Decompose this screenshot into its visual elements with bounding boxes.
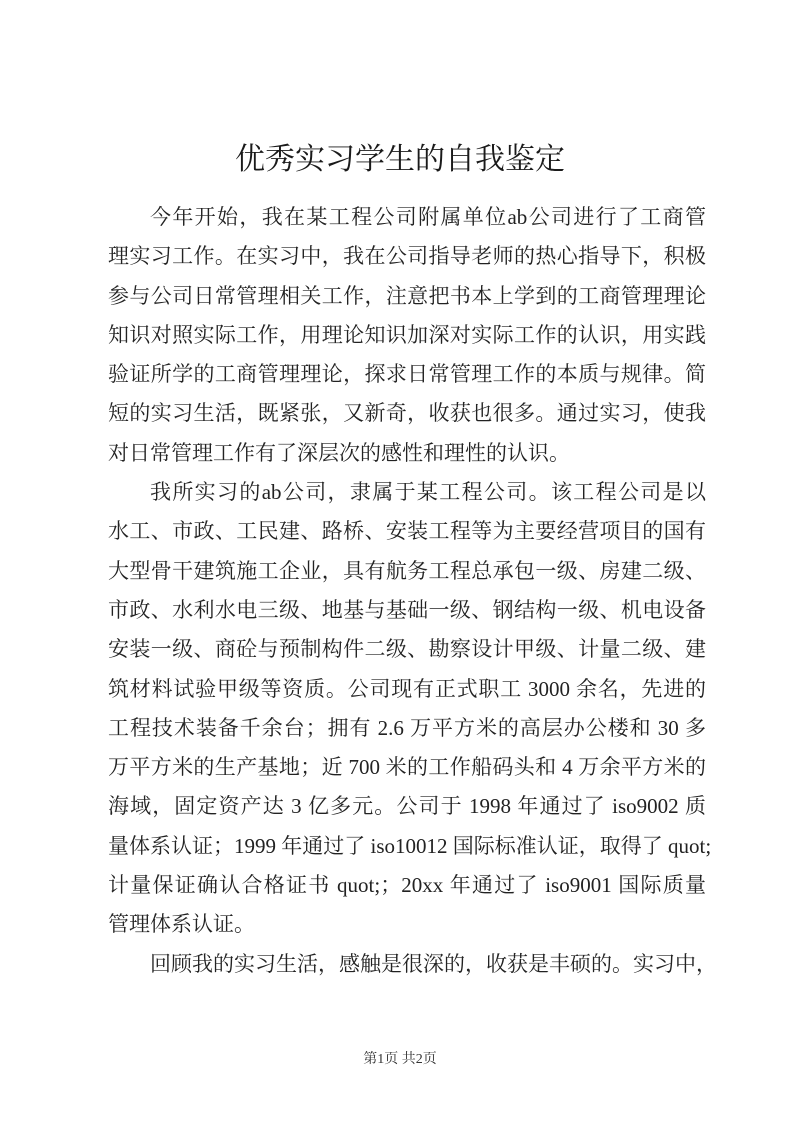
text-line: 量体系认证；1999 年通过了 iso10012 国际标准认证，取得了 quot; bbox=[108, 833, 712, 858]
text-line: 理实习工作。在实习中，我在公司指导老师的热心指导下，积极 bbox=[108, 244, 706, 269]
text-line: 对日常管理工作有了深层次的感性和理性的认识。 bbox=[108, 440, 570, 465]
paragraph-3 bbox=[108, 945, 717, 984]
text-line: 今年开始，我在某工程公司附属单位ab公司进行了工商管 bbox=[150, 205, 706, 229]
text-line: 回顾我的实习生活，感触是很深的，收获是丰硕的。实习中， bbox=[150, 951, 717, 976]
text-line: 我所实习的ab公司，隶属于某工程公司。该工程公司是以 bbox=[150, 480, 706, 505]
paragraph-2 bbox=[108, 473, 712, 945]
page-number: 第1页 共2页 bbox=[363, 1052, 437, 1067]
text-line: 万平方米的生产基地；近 700 米的工作船码头和 4 万余平方米的 bbox=[108, 755, 706, 780]
text-line: 工程技术装备千余台；拥有 2.6 万平方米的高层办公楼和 30 多 bbox=[108, 715, 706, 740]
document-title: 优秀实习学生的自我鉴定 bbox=[235, 143, 565, 176]
text-line: 知识对照实际工作，用理论知识加深对实际工作的认识，用实践 bbox=[108, 322, 706, 347]
text-line: 筑材料试验甲级等资质。公司现有正式职工 3000 余名，先进的 bbox=[108, 676, 706, 701]
text-line: 海域，固定资产达 3 亿多元。公司于 1998 年通过了 iso9002 质 bbox=[108, 794, 706, 819]
text-line: 管理体系认证。 bbox=[108, 912, 255, 937]
text-line: 验证所学的工商管理理论，探求日常管理工作的本质与规律。简 bbox=[108, 362, 706, 387]
text-line: 市政、水利水电三级、地基与基础一级、钢结构一级、机电设备 bbox=[108, 597, 706, 622]
document-body bbox=[108, 198, 717, 984]
paragraph-1 bbox=[108, 198, 706, 473]
text-line: 安装一级、商砼与预制构件二级、勘察设计甲级、计量二级、建 bbox=[108, 637, 706, 662]
text-line: 水工、市政、工民建、路桥、安装工程等为主要经营项目的国有 bbox=[108, 519, 706, 544]
text-line: 短的实习生活，既紧张，又新奇，收获也很多。通过实习，使我 bbox=[108, 401, 706, 426]
text-line: 参与公司日常管理相关工作，注意把书本上学到的工商管理理论 bbox=[108, 283, 706, 308]
text-line: 大型骨干建筑施工企业，具有航务工程总承包一级、房建二级、 bbox=[108, 558, 706, 583]
text-line: 计量保证确认合格证书 quot;；20xx 年通过了 iso9001 国际质量 bbox=[108, 873, 706, 898]
